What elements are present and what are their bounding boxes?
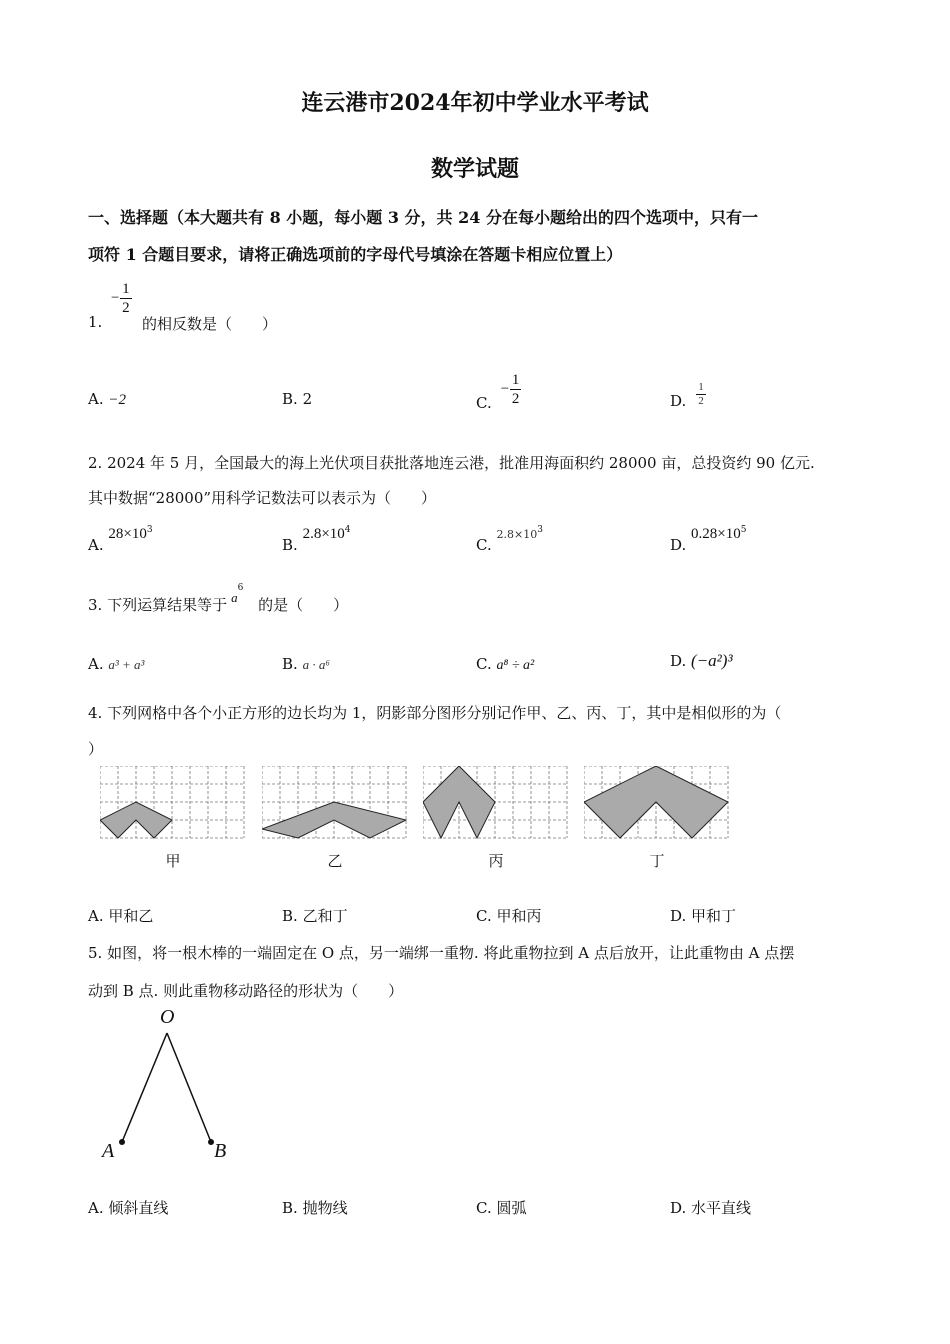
exam-subtitle: 数学试题 [430,156,519,182]
exam-title: 连云港市2024年初中学业水平考试 [301,90,649,116]
q1-numerator: 1 [122,281,130,297]
q1-option-b[interactable]: B. 2 [282,390,313,408]
figure-label-yi: 乙 [327,852,343,870]
figure-label-bing: 丙 [488,852,504,870]
q4-stem-line1: 4. 下列网格中各个小正方形的边长均为 1，阴影部分图形分别记作甲、乙、丙、丁，其中是相似形的为（ [88,704,782,722]
section-heading-line1: 一、选择题（本大题共有 8 小题，每小题 3 分，共 24 分在每小题给出的四个选项中，只有一 [88,208,758,227]
q2-option-a[interactable]: A. $28\times 10^3$ [88,525,153,554]
q3-option-c[interactable]: C. a⁸ ÷ a² [476,655,535,673]
q1-fraction [110,280,132,317]
q1-option-d[interactable]: D. $\frac{1}{2}$ [670,380,704,410]
q4-option-d[interactable]: D. 甲和丁 [670,907,737,925]
q3-option-d[interactable]: D. (−a²)³ [670,651,733,670]
q5-option-b[interactable]: B. 抛物线 [282,1199,348,1217]
q3-suffix: 的是（ ） [258,596,349,614]
point-b-label: B [214,1140,227,1162]
q2-stem-line1: 2. 2024 年 5 月，全国最大的海上光伏项目获批落地连云港，批准用海面积约 28000 亩，总投资约 90 亿元. [88,454,815,472]
point-o-label: O [160,1006,175,1028]
figure-ding-grid [584,766,730,840]
q4-stem-line2: ） [88,740,104,758]
q1-neg-sign: − [110,290,121,306]
q3-option-b[interactable]: B. a · a⁶ [282,655,330,673]
q5-option-a[interactable]: A. 倾斜直线 [88,1199,169,1217]
figure-bing-grid [423,766,569,840]
q4-option-b[interactable]: B. 乙和丁 [282,907,348,925]
q2-option-c[interactable]: C. $2.8\times 10^3$ [476,525,543,554]
q1-option-a[interactable]: A. −2 [88,390,127,408]
q4-option-c[interactable]: C. 甲和丙 [476,907,542,925]
figure-yi-grid [262,766,408,840]
q5-option-d[interactable]: D. 水平直线 [670,1199,752,1217]
figure-label-jia: 甲 [165,852,181,870]
figure-jia-grid [100,766,246,840]
q1-denominator: 2 [122,300,130,316]
q3-stem [88,583,349,615]
q5-stem-line2: 动到 B 点. 则此重物移动路径的形状为（ ） [88,982,404,1000]
q1-number: 1. [88,313,103,331]
figure-label-ding: 丁 [649,852,665,870]
q1-stem: 的相反数是（ ） [142,315,278,333]
q3-var: a [231,590,238,605]
q5-option-c[interactable]: C. 圆弧 [476,1199,527,1217]
q3-prefix: 3. 下列运算结果等于 [88,596,228,614]
q2-stem-line2: 其中数据“28000”用科学记数法可以表示为（ ） [88,489,437,507]
section-heading-line2: 项符 1 合题目要求，请将正确选项前的字母代号填涂在答题卡相应位置上） [88,245,623,264]
point-a-dot [119,1139,125,1145]
point-a-label: A [102,1140,115,1162]
q4-option-a[interactable]: A. 甲和乙 [88,907,154,925]
q3-exp: 6 [237,583,244,593]
q1-option-c[interactable]: C. − $\frac{1}{2}$ [476,371,520,412]
q2-option-d[interactable]: D. $0.28\times 10^5$ [670,525,747,554]
q2-option-b[interactable]: B. $2.8\times 10^4$ [282,525,351,554]
q5-stem-line1: 5. 如图，将一根木棒的一端固定在 O 点，另一端绑一重物. 将此重物拉到 A 点后放开，让此重物由 A 点摆 [88,944,795,962]
q3-option-a[interactable]: A. a³ + a³ [88,655,145,673]
